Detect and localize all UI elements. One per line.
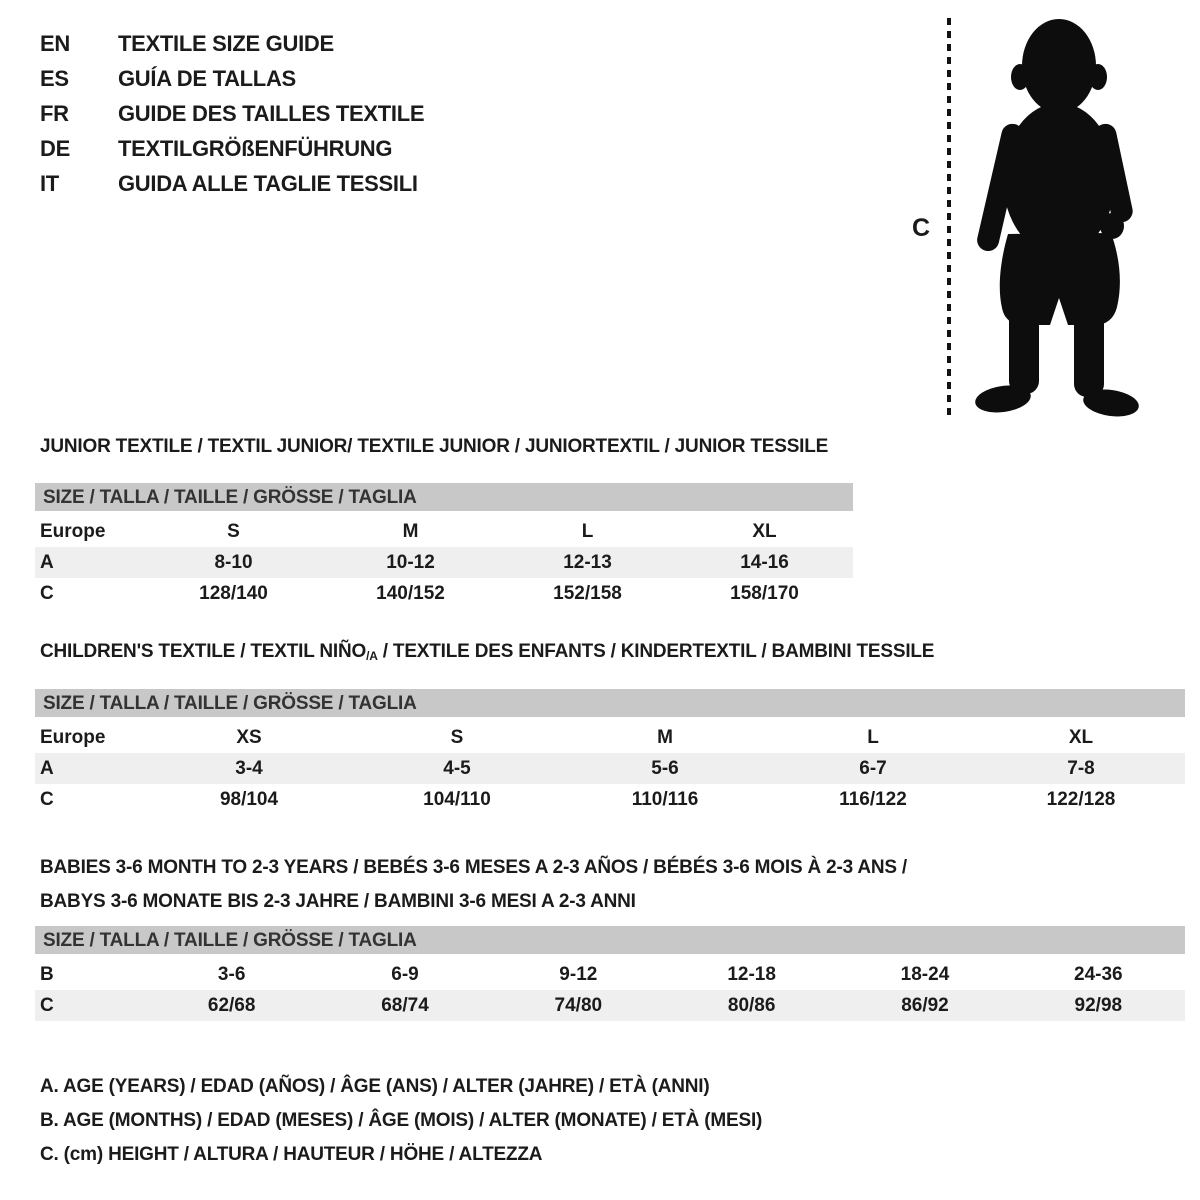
language-row-en (40, 26, 424, 61)
row-label: A (40, 758, 54, 779)
junior-section-title: JUNIOR TEXTILE / TEXTIL JUNIOR/ TEXTILE JUNIOR / JUNIORTEXTIL / JUNIOR TESSILE (40, 436, 829, 457)
table-row-height (35, 784, 1185, 815)
months-cell: 24-36 (1074, 964, 1123, 985)
height-cell: 140/152 (376, 583, 445, 604)
children-textile-section (35, 641, 1185, 815)
legend-line-c: C. (cm) HEIGHT / ALTURA / HAUTEUR / HÖHE / ALTEZZA (40, 1144, 543, 1165)
language-row-de (40, 131, 424, 166)
size-cell: M (402, 521, 419, 542)
language-code: ES (40, 66, 69, 91)
age-cell: 7-8 (1067, 758, 1095, 779)
size-header-label: SIZE / TALLA / TAILLE / GRÖSSE / TAGLIA (43, 930, 417, 951)
size-cell: S (227, 521, 240, 542)
children-title-pre: CHILDREN'S TEXTILE / TEXTIL NIÑO (40, 641, 367, 662)
babies-size-header-band (35, 926, 1185, 954)
months-cell: 18-24 (900, 964, 950, 985)
language-code: EN (40, 31, 70, 56)
months-cell: 9-12 (559, 964, 598, 985)
age-cell: 3-4 (235, 758, 263, 779)
babies-title-line1: BABIES 3-6 MONTH TO 2-3 YEARS / BEBÉS 3-6 MESES A 2-3 AÑOS / BÉBÉS 3-6 MOIS À 2-3 ANS / (40, 857, 908, 878)
height-cell: 68/74 (381, 995, 429, 1016)
size-cell: XL (752, 521, 777, 542)
height-cell: 152/158 (553, 583, 622, 604)
height-cell: 128/140 (199, 583, 268, 604)
table-row-europe (35, 516, 853, 547)
size-header-label: SIZE / TALLA / TAILLE / GRÖSSE / TAGLIA (43, 693, 417, 714)
babies-section-title (35, 851, 1185, 919)
size-cell: L (581, 521, 594, 542)
months-cell: 6-9 (391, 964, 419, 985)
table-row-age (35, 547, 853, 578)
row-label: Europe (40, 727, 106, 748)
height-cell: 122/128 (1046, 789, 1116, 810)
height-cell: 86/92 (901, 995, 949, 1016)
legend-line-a: A. AGE (YEARS) / EDAD (AÑOS) / ÂGE (ANS) / ALTER (JAHRE) / ETÀ (ANNI) (40, 1076, 710, 1097)
guide-title-it: GUIDA ALLE TAGLIE TESSILI (118, 171, 418, 196)
height-cell: 116/122 (839, 789, 907, 810)
measurement-legend (40, 1070, 762, 1172)
guide-title-de: TEXTILGRÖßENFÜHRUNG (118, 136, 393, 161)
table-row-height (35, 990, 1185, 1021)
height-cell: 92/98 (1074, 995, 1123, 1016)
age-cell: 6-7 (859, 758, 887, 779)
row-label: B (40, 964, 54, 985)
age-cell: 4-5 (443, 758, 471, 779)
months-cell: 12-18 (727, 964, 776, 985)
table-row-europe (35, 722, 1185, 753)
size-cell: L (867, 727, 879, 748)
children-title-post: / TEXTILE DES ENFANTS / KINDERTEXTIL / BAMBINI TESSILE (377, 641, 935, 662)
size-header-label: SIZE / TALLA / TAILLE / GRÖSSE / TAGLIA (43, 487, 417, 508)
language-row-it (40, 166, 424, 201)
row-label: C (40, 995, 54, 1016)
children-size-header-band (35, 689, 1185, 717)
guide-title-fr: GUIDE DES TAILLES TEXTILE (118, 101, 425, 126)
language-row-es (40, 61, 424, 96)
junior-textile-section (35, 436, 853, 609)
height-cell: 98/104 (219, 789, 279, 810)
language-row-fr (40, 96, 424, 131)
legend-line-b: B. AGE (MONTHS) / EDAD (MESES) / ÂGE (MOIS) / ALTER (MONATE) / ETÀ (MESI) (40, 1110, 763, 1131)
size-cell: XS (236, 727, 262, 748)
row-label: Europe (40, 521, 106, 542)
age-cell: 8-10 (214, 552, 253, 573)
language-code: IT (40, 171, 59, 196)
toddler-silhouette-image (962, 14, 1147, 422)
age-cell: 14-16 (740, 552, 789, 573)
height-cell: 62/68 (207, 995, 256, 1016)
height-cell: 158/170 (730, 583, 799, 604)
table-row-months (35, 959, 1185, 990)
babies-title-line2: BABYS 3-6 MONATE BIS 2-3 JAHRE / BAMBINI 3-6 MESI A 2-3 ANNI (40, 891, 636, 912)
language-code: FR (40, 101, 69, 126)
row-label: C (40, 583, 54, 604)
height-cell: 104/110 (423, 789, 491, 810)
children-title-sub: /A (366, 649, 378, 663)
height-measure-dashed-line (947, 18, 951, 418)
guide-title-es: GUÍA DE TALLAS (118, 66, 296, 91)
guide-title-en: TEXTILE SIZE GUIDE (118, 31, 334, 56)
age-cell: 12-13 (563, 552, 612, 573)
months-cell: 3-6 (217, 964, 246, 985)
language-title-list (40, 26, 424, 201)
size-cell: M (657, 727, 673, 748)
height-cell: 110/116 (631, 789, 699, 810)
size-cell: S (450, 727, 464, 748)
children-section-title (35, 641, 1185, 664)
table-row-age (35, 753, 1185, 784)
age-cell: 10-12 (386, 552, 435, 573)
language-code: DE (40, 136, 70, 161)
height-measure-label: C (912, 214, 931, 242)
height-cell: 74/80 (554, 995, 603, 1016)
table-row-height (35, 578, 853, 609)
height-cell: 80/86 (727, 995, 776, 1016)
babies-textile-section (35, 851, 1185, 1021)
junior-size-header-band (35, 483, 853, 511)
age-cell: 5-6 (651, 758, 679, 779)
size-cell: XL (1068, 727, 1094, 748)
row-label: A (40, 552, 54, 573)
row-label: C (40, 789, 54, 810)
